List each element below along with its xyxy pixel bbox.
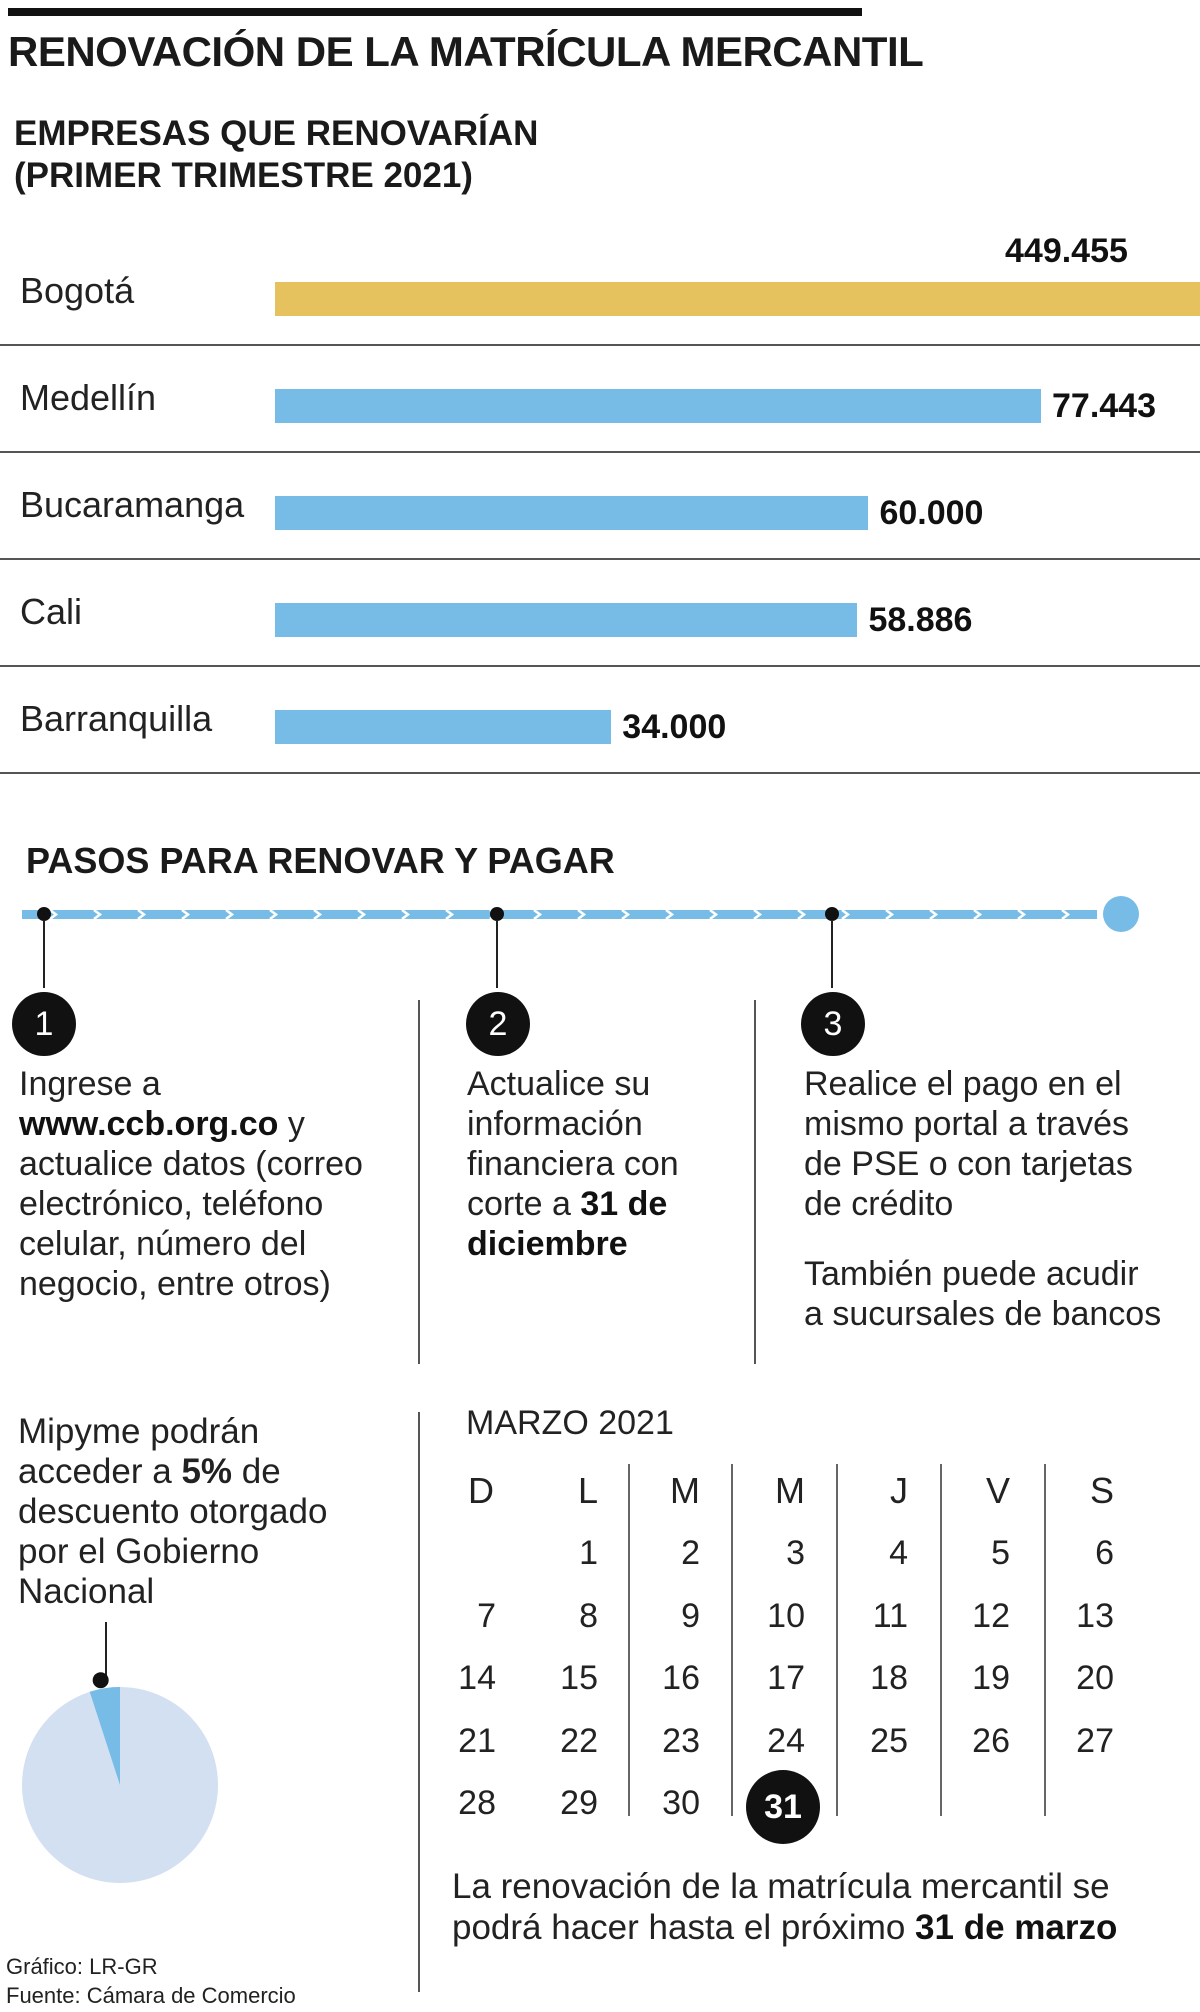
calendar-weekday: L <box>577 1470 598 1511</box>
calendar-day: 17 <box>767 1659 805 1697</box>
step-line <box>19 1144 409 1184</box>
bar-value-label: 449.455 <box>1005 232 1128 270</box>
calendar-day: 13 <box>1076 1596 1114 1635</box>
column-divider <box>418 1000 420 1364</box>
calendar-day: 5 <box>991 1534 1010 1572</box>
timeline-arrow <box>20 896 1150 936</box>
step-line <box>19 1184 409 1224</box>
mipyme-text: de <box>232 1452 281 1491</box>
note-line <box>452 1866 1192 1907</box>
top-rule <box>8 8 862 16</box>
calendar-title: MARZO 2021 <box>466 1404 674 1442</box>
calendar-day: 22 <box>560 1721 598 1760</box>
mipyme-text: por el Gobierno <box>18 1532 260 1571</box>
mipyme-text <box>18 1412 378 1612</box>
calendar-weekday: J <box>890 1470 908 1511</box>
calendar-day: 14 <box>458 1659 496 1697</box>
step-connector <box>496 920 498 988</box>
calendar-day: 20 <box>1076 1659 1114 1697</box>
step-bold-text: www.ccb.org.co <box>19 1105 279 1143</box>
step-line <box>19 1064 409 1104</box>
bar <box>275 282 1200 316</box>
bar <box>275 389 1041 423</box>
step-text: corte a <box>467 1185 581 1223</box>
column-divider <box>418 1412 420 1992</box>
mipyme-bold-text: 5% <box>181 1452 233 1491</box>
source-credit: Fuente: Cámara de Comercio <box>6 1983 296 2008</box>
step-line <box>19 1224 409 1264</box>
calendar-column-separator <box>731 1464 733 1816</box>
step-number-badge: 3 <box>801 992 865 1056</box>
step-text: mismo portal a través <box>804 1105 1129 1143</box>
bar-value-label: 34.000 <box>622 708 727 746</box>
row-divider <box>0 665 1200 667</box>
pie-pointer-dot <box>93 1672 109 1688</box>
calendar-day: 2 <box>681 1534 700 1572</box>
step-connector <box>831 920 833 988</box>
timeline-end-dot <box>1103 896 1139 932</box>
step-text: de PSE o con tarjetas <box>804 1145 1133 1183</box>
mipyme-text: descuento otorgado <box>18 1492 328 1531</box>
calendar-day: 30 <box>662 1784 700 1822</box>
chart-subtitle-line2: (PRIMER TRIMESTRE 2021) <box>14 156 473 195</box>
calendar-day: 29 <box>560 1784 598 1822</box>
step-line <box>804 1294 1194 1334</box>
calendar-day: 9 <box>681 1596 700 1635</box>
calendar-weekday: M <box>670 1470 700 1511</box>
bar-value-label: 60.000 <box>879 494 984 532</box>
step-description <box>804 1064 1194 1334</box>
calendar-day: 4 <box>889 1534 908 1572</box>
step-text: financiera con <box>467 1145 679 1183</box>
timeline-step-dot <box>825 907 839 921</box>
calendar-day: 15 <box>560 1659 598 1697</box>
step-line <box>19 1264 409 1304</box>
mipyme-line <box>18 1452 378 1492</box>
graphic-credit: Gráfico: LR-GR <box>6 1954 158 1979</box>
step-line <box>804 1064 1194 1104</box>
calendar-day: 23 <box>662 1721 700 1760</box>
step-text: Ingrese a <box>19 1065 161 1103</box>
note-bold-text: 31 de marzo <box>915 1908 1118 1947</box>
calendar-day: 21 <box>458 1721 496 1760</box>
note-line <box>452 1907 1192 1948</box>
mipyme-line <box>18 1492 378 1532</box>
calendar-weekday: S <box>1089 1470 1114 1511</box>
step-number-badge: 1 <box>12 992 76 1056</box>
calendar-day: 6 <box>1095 1534 1114 1572</box>
step-line <box>804 1224 1194 1254</box>
bar <box>275 496 868 530</box>
column-divider <box>754 1000 756 1364</box>
step-text: También puede acudir <box>804 1255 1139 1293</box>
bar <box>275 603 857 637</box>
bar-category-label: Bogotá <box>20 270 135 311</box>
step-text: celular, número del <box>19 1225 307 1263</box>
calendar-column-separator <box>1044 1464 1046 1816</box>
calendar-column-separator <box>940 1464 942 1816</box>
bar-category-label: Medellín <box>20 377 157 418</box>
step-text: actualice datos (correo <box>19 1145 363 1183</box>
mipyme-text: Mipyme podrán <box>18 1412 260 1451</box>
step-line <box>19 1104 409 1144</box>
step-line <box>467 1144 747 1184</box>
calendar-column-separator <box>836 1464 838 1816</box>
calendar-highlight-day: 31 <box>746 1770 820 1844</box>
mipyme-text: acceder a <box>18 1452 182 1491</box>
calendar-day: 28 <box>458 1784 496 1822</box>
calendar-day: 3 <box>786 1534 805 1572</box>
calendar-day: 11 <box>872 1596 908 1635</box>
timeline-step-dot <box>490 907 504 921</box>
step-line <box>804 1254 1194 1294</box>
calendar-day: 12 <box>972 1596 1010 1635</box>
note-text: podrá hacer hasta el próximo <box>452 1908 916 1947</box>
mipyme-line <box>18 1412 378 1452</box>
step-bold-text: diciembre <box>467 1225 628 1263</box>
calendar-day: 27 <box>1076 1721 1114 1760</box>
calendar-day: 10 <box>767 1596 805 1635</box>
step-line <box>467 1104 747 1144</box>
step-text: a sucursales de bancos <box>804 1295 1162 1333</box>
calendar-column-separator <box>628 1464 630 1816</box>
bar-category-label: Barranquilla <box>20 698 213 739</box>
calendar-weekday: V <box>985 1470 1010 1511</box>
calendar-day: 25 <box>870 1721 908 1760</box>
step-line <box>467 1224 747 1264</box>
row-divider <box>0 344 1200 346</box>
step-text: de crédito <box>804 1185 954 1223</box>
deadline-note <box>452 1866 1192 1948</box>
step-line <box>804 1104 1194 1144</box>
mipyme-text: Nacional <box>18 1572 155 1611</box>
step-number-badge: 2 <box>466 992 530 1056</box>
step-line <box>467 1184 747 1224</box>
calendar-day: 8 <box>579 1596 598 1635</box>
step-line <box>804 1144 1194 1184</box>
step-text: Realice el pago en el <box>804 1065 1122 1103</box>
step-text: electrónico, teléfono <box>19 1185 324 1223</box>
step-description <box>19 1064 409 1304</box>
row-divider <box>0 772 1200 774</box>
discount-pie-chart <box>20 1620 220 1980</box>
calendar-day: 1 <box>579 1534 598 1572</box>
calendar-day: 24 <box>767 1721 805 1760</box>
calendar-day: 18 <box>870 1659 908 1697</box>
calendar-day: 26 <box>972 1721 1010 1760</box>
bar-value-label: 77.443 <box>1052 387 1156 425</box>
step-line <box>467 1064 747 1104</box>
bar-value-label: 58.886 <box>868 601 973 639</box>
mipyme-line <box>18 1572 378 1612</box>
row-divider <box>0 558 1200 560</box>
note-text: La renovación de la matrícula mercantil se <box>452 1867 1110 1906</box>
bar-category-label: Cali <box>20 591 83 632</box>
step-connector <box>43 920 45 988</box>
row-divider <box>0 451 1200 453</box>
steps-title: PASOS PARA RENOVAR Y PAGAR <box>26 840 615 881</box>
step-text: y <box>278 1105 305 1143</box>
page-title: RENOVACIÓN DE LA MATRÍCULA MERCANTIL <box>8 28 924 75</box>
bar <box>275 710 611 744</box>
step-text: información <box>467 1105 643 1143</box>
calendar-day: 16 <box>662 1659 700 1697</box>
step-text: negocio, entre otros) <box>19 1265 331 1303</box>
step-line <box>804 1184 1194 1224</box>
calendar-day: 7 <box>477 1596 496 1635</box>
timeline-step-dot <box>37 907 51 921</box>
calendar-day: 19 <box>972 1659 1010 1697</box>
step-bold-text: 31 de <box>580 1185 668 1223</box>
mipyme-line <box>18 1532 378 1572</box>
calendar-weekday: D <box>468 1470 494 1511</box>
calendar-weekday: M <box>775 1470 805 1511</box>
chart-subtitle-line1: EMPRESAS QUE RENOVARÍAN <box>14 114 539 153</box>
step-text: Actualice su <box>467 1065 651 1103</box>
step-description <box>467 1064 747 1264</box>
bar-category-label: Bucaramanga <box>20 484 245 525</box>
